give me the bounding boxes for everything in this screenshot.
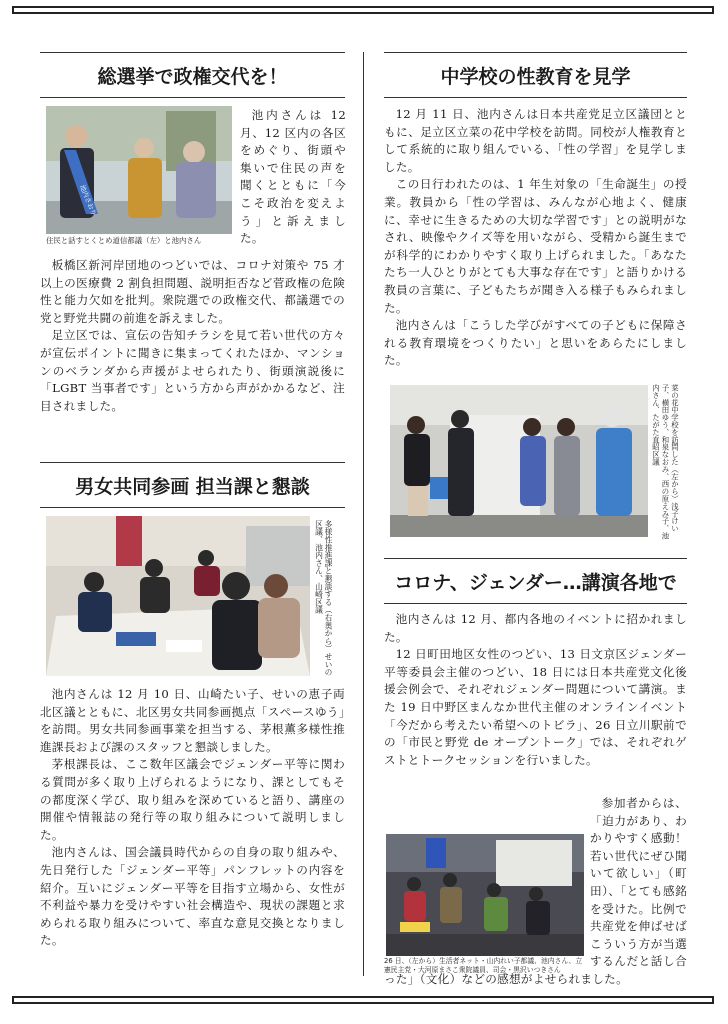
sash-text: 池内さおり [78, 183, 98, 217]
article1-paragraph: 足立区では、宣伝の告知チラシを見て若い世代の方々が宣伝ポイントに聞きに集まってくれたほか、マンションのベランダから声援がよせられたり、街頭演説後に「LGBT 当事者です」という方から声がかかるなど、注目されました。 [40, 328, 345, 413]
article1-title: 総選挙で政権交代を！ [40, 52, 345, 98]
top-border-bar [12, 6, 714, 14]
article2-photo-caption: 多様性推進課と懇談する（右奥から）せいの区議、池内さん、山崎区議 [314, 520, 333, 676]
article3-paragraph: 12 月 11 日、池内さんは日本共産党足立区議団とともに、足立区立菜の花中学校を訪問。同校が人権教育として系統的に取り組んでいる、「性の学習」を見学しました。 [384, 107, 687, 174]
article4-photo [386, 834, 584, 956]
article3-title: 中学校の性教育を見学 [384, 52, 687, 98]
column-divider [363, 52, 364, 976]
article3-photo [390, 385, 648, 537]
article2-paragraph: 茅根課長は、ここ数年区議会でジェンダー平等に関わる質問が多く取り上げられるようになり、課としてもその都度深く学び、取り組みを深めていると語り、講座の開催や情報誌の発行等の取り組みについて説明しました。 [40, 757, 345, 842]
article3-paragraph: この日行われたのは、1 年生対象の「生命誕生」の授業。教員から「性の学習は、みんなが心地よく、健康に、幸せに生きるための大切な学習です」との説明がなされ、映像やクイズ等を用いながら、受精から誕生までが科学的にわかりやすく取り上げられました。「あなたたち一人ひとりがとても大事な存在です」と語りかける教員の言葉に、子どもたちが聞き入る様子もみられました。 [384, 177, 687, 315]
meeting-photo [46, 516, 310, 676]
article4-paragraph: 池内さんは 12 月、都内各地のイベントに招かれました。 [384, 612, 687, 644]
article1-paragraph: 板橋区新河岸団地のつどいでは、コロナ対策や 75 才以上の医療費 2 割負担問題、説明拒否など菅政権の危険性と能力欠如を批判。衆院選での政権交代、都議選での党と野党共闘の前進を訴えました。 [40, 258, 345, 325]
article1-intro [240, 107, 346, 248]
talk-event-photo [386, 834, 584, 956]
article1-body [40, 257, 345, 415]
article3-body [384, 106, 687, 370]
article4-paragraph: 12 日町田地区女性のつどい、13 日文京区ジェンダー平等委員会主催のつどい、18 日には日本共産党文化後援会例会で、それぞれジェンダー問題について講演。また 19 日中野区まんなか世代主催のオンラインイベント「今だから考えたい希望へのトビラ」、26 日立川駅前での「市民と野党 de オープントーク」では、それぞれゲストとトークセッションを行いました。 [384, 647, 687, 767]
article3-paragraph: 池内さんは「こうした学びがすべての子どもに保障される教育環境をつくりたい」と思いをあらたにしました。 [384, 318, 687, 368]
article2-title: 男女共同参画 担当課と懇談 [40, 462, 345, 508]
article2-paragraph: 池内さんは 12 月 10 日、山崎たい子、せいの恵子両北区議とともに、北区男女共同参画拠点「スペースゆう」を訪問。男女共同参画事業を担当する、茅根薫多様性推進課長および課のスタッフと懇談しました。 [40, 687, 345, 754]
street-campaign-photo [46, 106, 232, 234]
article4-body [384, 611, 687, 769]
article4-title: コロナ、ジェンダー…講演各地で [384, 558, 687, 604]
article1-photo-caption: 住民と話すとくとめ道信都議（左）と池内さん [46, 236, 202, 245]
article2-photo [46, 516, 310, 676]
article2-body [40, 686, 345, 950]
bottom-border-bar [12, 996, 714, 1004]
article1-intro-text: 池内さんは 12 月、12 区内の各区をめぐり、街頭や集いで住民の声を聞くとともに「今こそ政治を変えよう」と訴えました。 [240, 108, 346, 246]
article4-paragraph-text: 参加者からは、「迫力があり、わかりやすく感動！若い世代にぜひ聞いて欲しい」（町田）、「とても感銘を受けた。比例で共産党を伸ばせばこういう方が当選するんだと話し合った」（文化）などの感想がよせられました。 [384, 796, 687, 986]
article3-photo-caption: 菜の花中学校を訪問した（左から）浅子けい子、横田ゆう、和泉なおみ、西の原えみ子、池内さん、たがた直昭区議 [651, 384, 680, 540]
article1-photo [46, 106, 232, 234]
school-visit-photo [390, 385, 648, 537]
article4-photo-caption: 26 日、（左から）生活者ネット・山内れい子都議、池内さん、立憲民主党・大河原まさこ衆院議員、司会・黒沢いつきさん [384, 957, 583, 974]
article2-paragraph: 池内さんは、国会議員時代からの自身の取り組みや、先日発行した「ジェンダー平等」パンフレットの内容を紹介。互いにジェンダー平等を目指す立場から、女性が不利益や暴力を受けやすい社会構造や、現状の課題と求められる取り組みについて、率直な意見交換となりました。 [40, 845, 345, 948]
